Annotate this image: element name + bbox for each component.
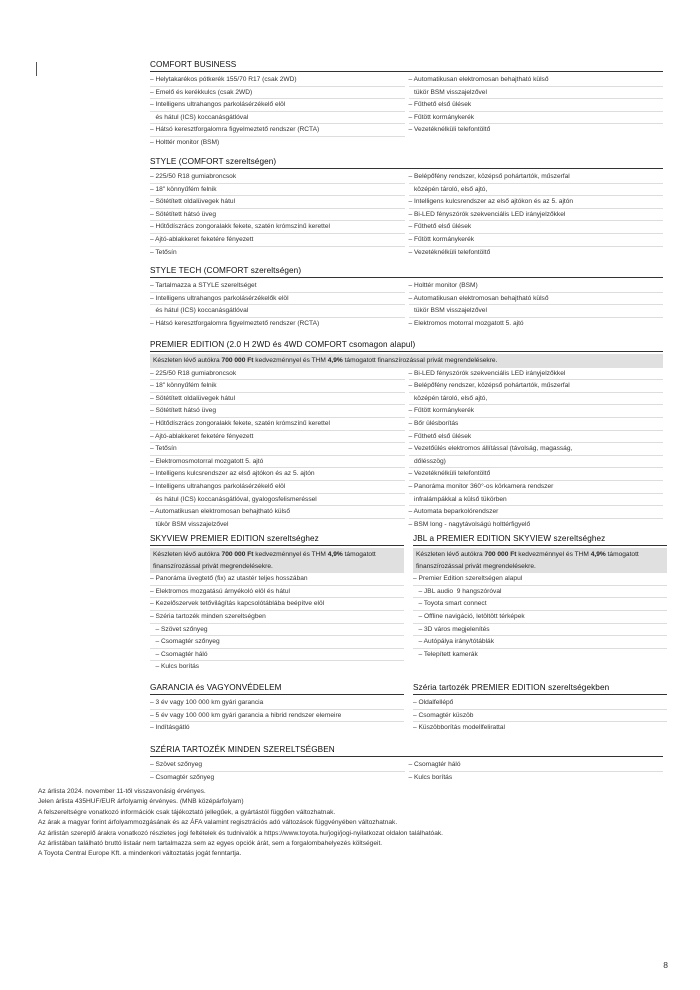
section-title: PREMIER EDITION (2.0 H 2WD és 4WD COMFORT csomagon alapul) xyxy=(150,340,663,352)
section-title: GARANCIA és VAGYONVÉDELEM xyxy=(150,683,404,695)
right-column xyxy=(409,74,664,149)
list-item: Az árlista 2024. november 11-től visszavonásig érvényes. xyxy=(38,788,206,795)
list-item: – Hátsó keresztforgalomra figyelmeztető rendszer (RCTA) xyxy=(150,123,405,136)
list-item: – Toyota smart connect xyxy=(413,597,667,610)
list-item: – Oldalfellépő xyxy=(413,699,454,706)
list-item: – Elektromos motorral mozgatott 5. ajtó xyxy=(409,317,664,330)
list-item: – 18" könnyűfém felnik xyxy=(150,379,405,392)
promo-note xyxy=(150,548,404,573)
list-item: – Intelligens ultrahangos parkolásérzékelők elöl xyxy=(150,292,405,305)
promo-thm: 4,9% xyxy=(590,551,606,558)
list-item: és hátul (ICS) koccanásgátlóval xyxy=(150,304,405,317)
right-column xyxy=(409,759,664,783)
promo-discount: 700 000 Ft xyxy=(484,551,517,558)
right-column xyxy=(409,368,664,531)
section-title: Széria tartozék PREMIER EDITION szereltségekben xyxy=(413,683,667,695)
list-item: – Sötétített oldalüvegek hátul xyxy=(150,392,405,405)
list-item: – 5 év vagy 100 000 km gyári garancia a hibrid rendszer elemeire xyxy=(150,709,404,722)
list-item: tükör BSM visszajelzővel xyxy=(150,518,405,531)
jbl-block xyxy=(413,534,667,673)
list-item: – Széria tartozék minden szereltségben xyxy=(150,610,404,623)
list-item: – Elektromos mozgatású árnyékoló elöl és hátul xyxy=(150,585,404,598)
list-item: – Offline navigáció, letöltött térképek xyxy=(413,610,667,623)
promo-text: támogatott finanszírozással privát megrendelésekre. xyxy=(153,551,376,570)
list-item: – Csomagtér küszöb xyxy=(413,709,667,722)
list-item: és hátul (ICS) koccanásgátlóval xyxy=(150,111,405,124)
list-item: – Hátsó keresztforgalomra figyelmeztető rendszer (RCTA) xyxy=(150,317,405,330)
list-item: Az árlistában található bruttó listaár nem tartalmazza sem az egyes opciók árát, sem a forgalombahelyezés költségeit. xyxy=(38,840,383,848)
left-column xyxy=(150,759,405,783)
list-item: Az árak a magyar forint árfolyammozgásának és az ÁFA valamint regisztrációs adó változások függvényében változhatnak. xyxy=(38,819,398,827)
list-item: – 3 év vagy 100 000 km gyári garancia xyxy=(150,699,264,706)
list-item: – Tetősín xyxy=(150,246,405,259)
list-item: – Ajtó-ablakkeret feketére fényezett xyxy=(150,233,405,246)
list-item: – Kulcs borítás xyxy=(150,660,404,673)
list-item: – Automatikusan elektromosan behajtható külső xyxy=(408,76,549,83)
promo-text: kedvezménnyel és THM xyxy=(253,357,328,364)
list-item: – JBL audio 9 hangszóróval xyxy=(413,585,667,598)
list-item: – Holttér monitor (BSM) xyxy=(408,282,478,289)
promo-thm: 4,9% xyxy=(327,551,343,558)
section-title: COMFORT BUSINESS xyxy=(150,60,663,72)
list-item: – Fűtött kormánykerék xyxy=(409,404,664,417)
promo-text: kedvezménnyel és THM xyxy=(253,551,328,558)
section-style xyxy=(150,157,663,258)
list-item: – Automatikusan elektromosan behajtható külső xyxy=(150,505,405,518)
list-item: dőlésszög) xyxy=(409,455,664,468)
list-item: – Bi-LED fényszórók szekvenciális LED irányjelzőkkel xyxy=(408,369,566,377)
section-szeria-all xyxy=(150,745,663,783)
list-item: – Csomagtér szőnyeg xyxy=(150,635,404,648)
list-item: – Belépőfény rendszer, középső pohártartók, műszerfal xyxy=(408,173,570,180)
list-item: – Csomagtér szőnyeg xyxy=(150,771,405,784)
promo-discount: 700 000 Ft xyxy=(221,357,254,364)
list-item: – Szövet szőnyeg xyxy=(150,761,203,768)
section-garancia xyxy=(150,683,663,734)
list-item: – Elektromosmotorral mozgatott 5. ajtó xyxy=(150,455,405,468)
promo-text: támogatott finanszírozással privát megrendelésekre. xyxy=(342,357,498,364)
list-item: – Sötétített oldalüvegek hátul xyxy=(150,195,405,208)
list-item: – Panoráma üvegtető (fix) az utastér teljes hosszában xyxy=(150,575,308,583)
section-style-tech xyxy=(150,266,663,329)
list-item: – Fűtött kormánykerék xyxy=(409,111,664,124)
list-item: – Helytakarékos pótkerék 155/70 R17 (csak 2WD) xyxy=(150,76,297,83)
list-item: – Fűthető első ülések xyxy=(409,98,664,111)
promo-note xyxy=(413,548,667,573)
list-item: – Tartalmazza a STYLE szereltséget xyxy=(150,282,257,289)
list-item: középén tároló, első ajtó, xyxy=(409,392,664,405)
left-column xyxy=(150,280,405,329)
promo-thm: 4,9% xyxy=(327,357,343,364)
list-item: A felszereltségre vonatkozó információk csak tájékoztató jellegűek, a gyártástól függően változhatnak. xyxy=(38,808,336,816)
list-item: – Belépőfény rendszer, középső pohártartók, műszerfal xyxy=(409,379,664,392)
list-item: A Toyota Central Europe Kft. a mindenkori változtatás jogát fenntartja. xyxy=(38,850,242,858)
list-item: Jelen árlista 435HUF/EUR árfolyamig érvényes. (MNB középárfolyam) xyxy=(38,798,244,806)
section-title: SKYVIEW PREMIER EDITION szereltséghez xyxy=(150,534,404,546)
list-item: és hátul (ICS) koccanásgátlóval, gyalogosfelismeréssel xyxy=(150,493,405,506)
list-item: – Automatikusan elektromosan behajtható külső xyxy=(409,292,664,305)
list-item: – Hűtődíszrács zongoralakk fekete, szatén krómszínű kerettel xyxy=(150,220,405,233)
crop-mark-left xyxy=(36,62,37,76)
list-item: – 18" könnyűfém felnik xyxy=(150,183,405,196)
list-item: – Kezelőszervek tetővilágítás kapcsolótáblába beépítve elöl xyxy=(150,597,404,610)
right-column xyxy=(409,280,664,329)
list-item: – 225/50 R18 gumiabroncsok xyxy=(150,173,237,180)
item-list xyxy=(413,573,667,660)
section-title: JBL a PREMIER EDITION SKYVIEW szereltséghez xyxy=(413,534,667,546)
promo-text: Készleten lévő autókra xyxy=(153,551,222,558)
list-item: – Vezetéknélküli telefontöltő xyxy=(409,467,664,480)
list-item: – Intelligens kulcsrendszer az első ajtókon és az 5. ajtón xyxy=(409,195,664,208)
item-list xyxy=(150,573,404,673)
list-item: tükör BSM visszajelzővel xyxy=(409,86,664,99)
list-item: – Intelligens ultrahangos parkolásérzékelő elöl xyxy=(150,480,405,493)
list-item: – Automata beparkolórendszer xyxy=(409,505,664,518)
list-item: – Szövet szőnyeg xyxy=(150,623,404,636)
list-item: – Kulcs borítás xyxy=(409,771,664,784)
section-comfort-business xyxy=(150,60,663,149)
promo-text: Készleten lévő autókra xyxy=(153,357,222,364)
left-column xyxy=(150,171,405,258)
list-item: – Fűthető első ülések xyxy=(409,220,664,233)
list-item: – BSM long - nagytávolságú holttérfigyelő xyxy=(409,518,664,531)
list-item: – 225/50 R18 gumiabroncsok xyxy=(150,369,237,377)
list-item: – Fűtött kormánykerék xyxy=(409,233,664,246)
list-item: tükör BSM visszajelzővel xyxy=(409,304,664,317)
list-item: – Indításgátló xyxy=(150,721,404,734)
list-item: – Sötétített hátsó üveg xyxy=(150,404,405,417)
skyview-block xyxy=(150,534,404,673)
list-item: – Vezetéknélküli telefontöltő xyxy=(409,123,664,136)
item-list xyxy=(413,697,667,734)
list-item: – Csomagtér háló xyxy=(150,648,404,661)
list-item: – Csomagtér háló xyxy=(408,761,461,768)
left-column xyxy=(150,368,405,531)
list-item: – Premier Edition szereltségen alapul xyxy=(413,575,523,583)
list-item: – Bi-LED fényszórók szekvenciális LED irányjelzőkkel xyxy=(409,208,664,221)
section-title: STYLE (COMFORT szereltségen) xyxy=(150,157,663,169)
list-item: – Hűtődíszrács zongoralakk fekete, szatén krómszínű kerettel xyxy=(150,417,405,430)
list-item: – Panoráma monitor 360°-os körkamera rendszer xyxy=(409,480,664,493)
section-skyview-jbl xyxy=(150,534,663,673)
list-item: infralámpákkal a külső tükörben xyxy=(409,493,664,506)
list-item: középén tároló, első ajtó, xyxy=(409,183,664,196)
list-item: – Bőr ülésborítás xyxy=(409,417,664,430)
promo-text: Készleten lévő autókra xyxy=(416,551,485,558)
promo-discount: 700 000 Ft xyxy=(221,551,254,558)
section-title: STYLE TECH (COMFORT szereltségen) xyxy=(150,266,663,278)
list-item: – Emelő és kerékkulcs (csak 2WD) xyxy=(150,86,405,99)
list-item: – Holttér monitor (BSM) xyxy=(150,136,405,149)
page-number: 8 xyxy=(663,960,668,970)
list-item: – Ajtó-ablakkeret feketére fényezett xyxy=(150,430,405,443)
list-item: – Küszöbborítás modellfelirattal xyxy=(413,721,667,734)
list-item: – Sötétített hátsó üveg xyxy=(150,208,405,221)
list-item: – Vezetéknélküli telefontöltő xyxy=(409,246,664,259)
right-column xyxy=(409,171,664,258)
garancia-block xyxy=(150,683,404,734)
list-item: Az árlistán szereplő árakra vonatkozó részletes jogi feltételek és tudnivalók a https://www.toyota.hu/jogi/jogi-nyilatkozat oldalon találhatóak. xyxy=(38,829,444,837)
list-item: – Intelligens kulcsrendszer az első ajtókon és az 5. ajtón xyxy=(150,467,405,480)
promo-text: támogatott finanszírozással privát megrendelésekre. xyxy=(416,551,639,570)
list-item: – Tetősín xyxy=(150,442,405,455)
item-list xyxy=(150,697,404,734)
footnotes xyxy=(38,787,638,860)
promo-note xyxy=(150,354,663,368)
list-item: – Fűthető első ülések xyxy=(409,430,664,443)
section-title: SZÉRIA TARTOZÉK MINDEN SZERELTSÉGBEN xyxy=(150,745,663,757)
list-item: – Vezetőülés elektromos állítással (távolság, magasság, xyxy=(409,442,664,455)
section-premier-edition xyxy=(150,340,663,530)
left-column xyxy=(150,74,405,149)
szeria-premier-block xyxy=(413,683,667,734)
list-item: – Autópálya irány/tótáblák xyxy=(413,635,667,648)
list-item: – 3D város megjelenítés xyxy=(413,623,667,636)
list-item: – Telepített kamerák xyxy=(413,648,667,661)
promo-text: kedvezménnyel és THM xyxy=(516,551,591,558)
list-item: – Intelligens ultrahangos parkolásérzékelő elöl xyxy=(150,98,405,111)
